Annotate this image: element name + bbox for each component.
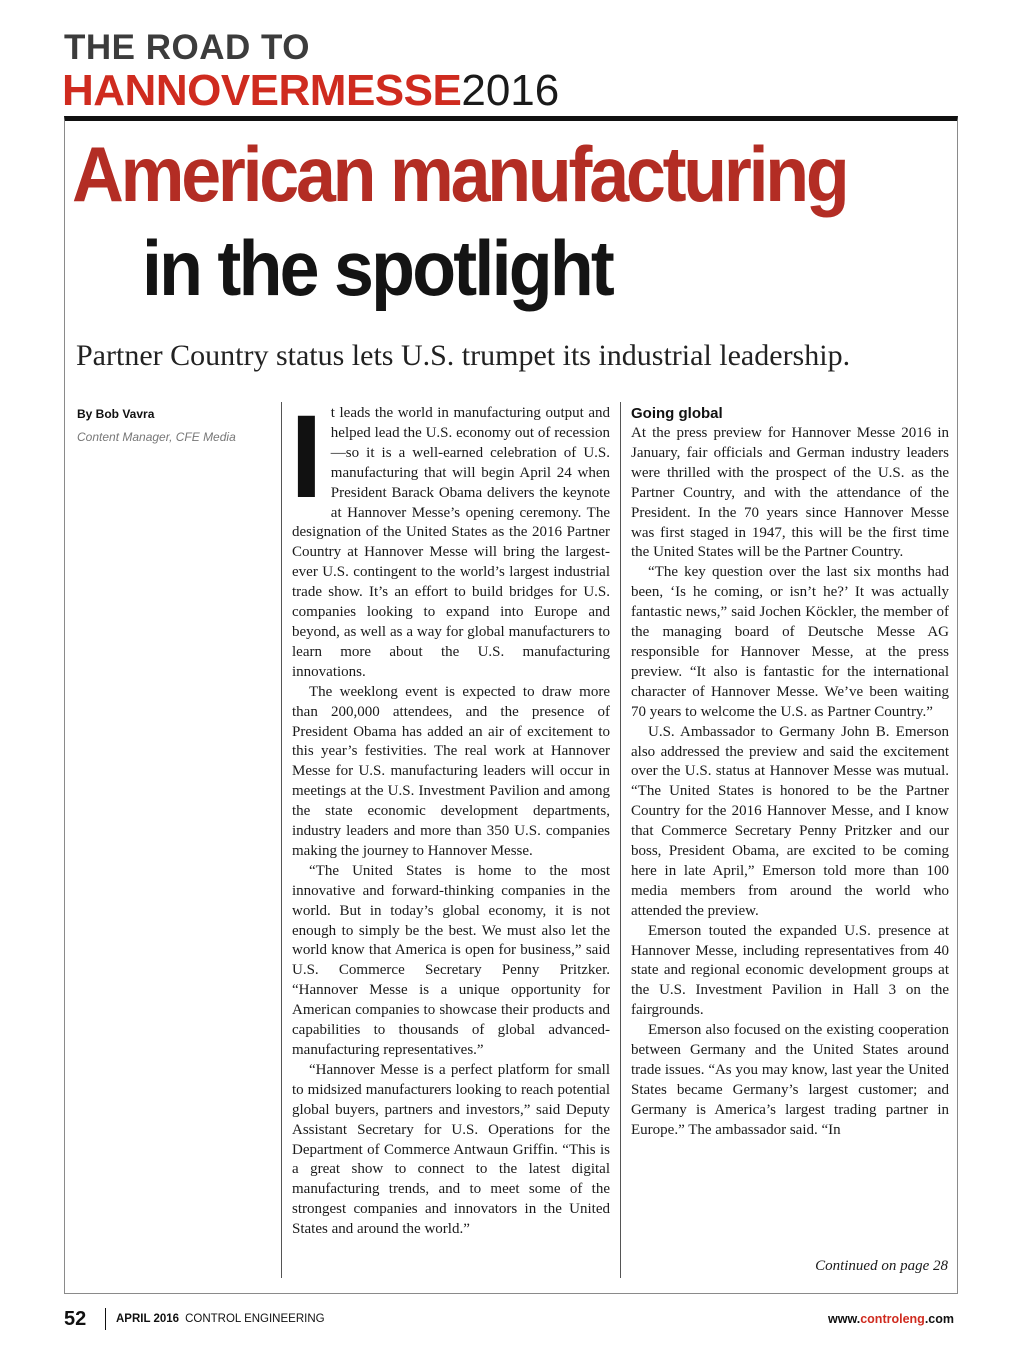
page-number: 52 bbox=[64, 1308, 87, 1330]
deck: Partner Country status lets U.S. trumpet its industrial leadership. bbox=[76, 339, 851, 372]
url-suffix: .com bbox=[924, 1312, 954, 1326]
byline-author: By Bob Vavra bbox=[77, 407, 155, 421]
footer-issue bbox=[116, 1313, 325, 1325]
column-rule-right bbox=[620, 402, 621, 1278]
byline-role: Content Manager, CFE Media bbox=[77, 430, 236, 444]
paragraph: At the press preview for Hannover Messe 2016 in January, fair officials and German industry leaders were thrilled with the prospect of the U.S. as the Partner Country, and with the attendance of the President. In the 70 years since Hannover Messe was first staged in 1947, this will be the first time the United States will be the Partner Country. bbox=[631, 425, 949, 561]
page-footer bbox=[64, 1306, 958, 1334]
paragraph: The weeklong event is expected to draw more than 200,000 attendees, and the presence of President Obama has added an air of excitement to this year’s festivities. The real work at Hannover Messe for U.S. manufacturing leaders will occur in meetings at the U.S. Investment Pavilion and among the state economic development departments, industry leaders and more than 350 U.S. companies making the journey to Hannover Messe. bbox=[292, 683, 610, 859]
article-column-1 bbox=[290, 391, 610, 1240]
website-link[interactable] bbox=[828, 1312, 954, 1326]
paragraph: “The key question over the last six months had been, ‘Is he coming, or isn’t he?’ It was actually fantastic news,” said Jochen Köckler, the member of the managing board of Deutsche Messe AG responsible for Hannover Messe, at the press preview. “It also is fantastic for the international character of Hannover Messe. We’ve been waiting 70 years to welcome the U.S. as Partner Country.” bbox=[631, 564, 949, 720]
headline-line-2: in the spotlight bbox=[142, 224, 613, 312]
publication-name: CONTROL ENGINEERING bbox=[185, 1313, 325, 1325]
series-year: 2016 bbox=[461, 66, 560, 115]
headline-line-1: American manufacturing bbox=[72, 130, 847, 218]
continued-note: Continued on page 28 bbox=[815, 1258, 948, 1274]
paragraph-text: t leads the world in manufacturing output and helped lead the U.S. economy out of recession—so it is a well-earned celebration of U.S. manufacturing that will begin April 24 when President Barack Obama delivers the keynote at Hannover Messe’s opening ceremony. The designation of the United States as the 2016 Partner Country at Hannover Messe will bring the largest-ever U.S. contingent to the world’s largest industrial trade show. It’s an effort to build bridges for U.S. companies looking to expand into Europe and beyond, as well as a way for global manufacturers to learn more about the U.S. manufacturing innovations. bbox=[292, 405, 610, 680]
series-kicker: THE ROAD TO bbox=[64, 28, 310, 67]
issue-date: APRIL 2016 bbox=[116, 1313, 180, 1325]
paragraph: “The United States is home to the most innovative and forward-thinking companies in the world. But in today’s global economy, it is not enough to simply be the best. We must also let the world know that America is open for business,” said U.S. Commerce Secretary Penny Pritzker. “Hannover Messe is a unique opportunity for American companies to showcase their products and capabilities to thousands of global advanced-manufacturing representatives.” bbox=[292, 862, 610, 1058]
url-prefix: www. bbox=[828, 1312, 861, 1326]
paragraph: Emerson also focused on the existing cooperation between Germany and the United States around trade issues. “As you may know, last year the United States became Germany’s largest customer; and Germany is America’s largest trading partner in Europe.” The ambassador said. “In bbox=[631, 1022, 949, 1138]
series-title bbox=[62, 68, 559, 114]
paragraph: “Hannover Messe is a perfect platform for small to midsized manufacturers looking to reach potential global buyers, partners and investors,” said Deputy Assistant Secretary for U.S. Operations for the Department of Commerce Antwaun Griffin. “This is a great show to connect to the latest digital manufacturing trends, and to meet some of the strongest companies and innovators in the United States and around the world.” bbox=[292, 1061, 610, 1238]
dropcap: I bbox=[290, 391, 323, 523]
footer-divider bbox=[105, 1308, 106, 1330]
series-name: HANNOVERMESSE bbox=[62, 66, 462, 115]
paragraph: Emerson touted the expanded U.S. presence at Hannover Messe, including representatives from 40 state and regional economic development groups at the U.S. Investment Pavilion in Hall 3 on the fairgrounds. bbox=[631, 922, 949, 1019]
paragraph bbox=[290, 391, 610, 683]
paragraph: U.S. Ambassador to Germany John B. Emerson also addressed the preview and said the excitement over the U.S. status at Hannover Messe was mutual. “The United States is honored to be the Partner Country for the 2016 Hannover Messe, and I know that Commerce Secretary Penny Pritzker and our boss, President Obama, are excited to be coming here in late April,” Emerson told more than 100 media members from around the world who attended the preview. bbox=[631, 723, 949, 919]
article-column-2 bbox=[631, 404, 949, 1141]
column-rule-left bbox=[281, 402, 282, 1278]
subhead: Going global bbox=[631, 405, 723, 422]
url-domain: controleng bbox=[860, 1312, 925, 1326]
